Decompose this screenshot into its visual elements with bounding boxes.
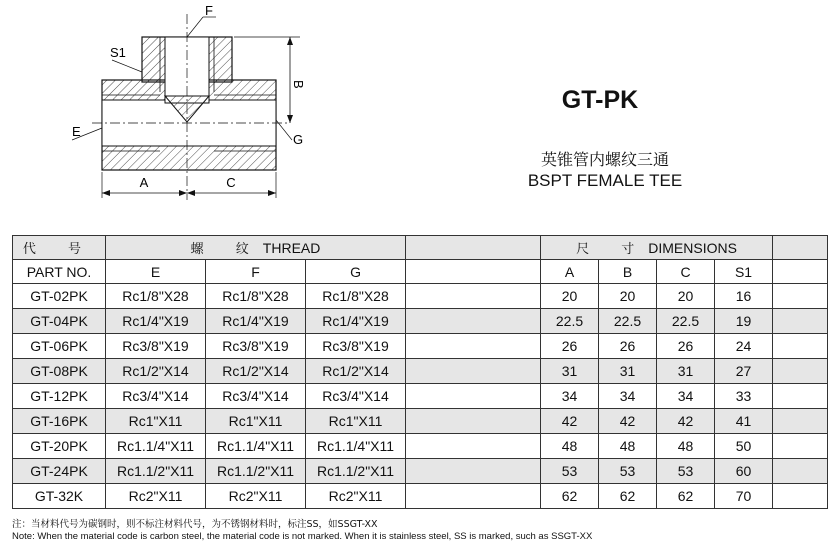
blank-cell bbox=[773, 434, 828, 459]
cell-a: 34 bbox=[541, 384, 599, 409]
cell-c: 22.5 bbox=[657, 309, 715, 334]
header-spacer bbox=[406, 236, 541, 260]
blank-cell bbox=[406, 309, 541, 334]
cell-a: 48 bbox=[541, 434, 599, 459]
cell-g: Rc1"X11 bbox=[306, 409, 406, 434]
col-header-s1: S1 bbox=[715, 260, 773, 284]
table-row bbox=[13, 459, 828, 484]
blank-cell bbox=[406, 459, 541, 484]
cell-a: 20 bbox=[541, 284, 599, 309]
cell-e: Rc1"X11 bbox=[106, 409, 206, 434]
cell-b: 22.5 bbox=[599, 309, 657, 334]
cell-a: 42 bbox=[541, 409, 599, 434]
cell-part: GT-08PK bbox=[13, 359, 106, 384]
table-row bbox=[13, 284, 828, 309]
part-header-cn: 代 号 bbox=[13, 236, 106, 260]
blank-cell bbox=[773, 309, 828, 334]
blank-cell bbox=[773, 484, 828, 509]
thread-g-label: G bbox=[293, 132, 304, 147]
cell-c: 62 bbox=[657, 484, 715, 509]
cell-c: 34 bbox=[657, 384, 715, 409]
part-header-en: PART NO. bbox=[13, 260, 106, 284]
cell-part: GT-16PK bbox=[13, 409, 106, 434]
dim-a-label: A bbox=[139, 175, 149, 190]
cell-b: 20 bbox=[599, 284, 657, 309]
cell-part: GT-04PK bbox=[13, 309, 106, 334]
cell-e: Rc1.1/2"X11 bbox=[106, 459, 206, 484]
s1-label: S1 bbox=[110, 45, 126, 60]
cell-c: 53 bbox=[657, 459, 715, 484]
header-spacer-right bbox=[773, 236, 828, 260]
blank-cell bbox=[773, 284, 828, 309]
cell-a: 31 bbox=[541, 359, 599, 384]
cell-e: Rc1/8"X28 bbox=[106, 284, 206, 309]
note-en: Note: When the material code is carbon steel, the material code is not marked. When it is stainless steel, SS is marked, such as SSGT-XX bbox=[12, 531, 593, 542]
cell-b: 42 bbox=[599, 409, 657, 434]
blank-cell bbox=[406, 484, 541, 509]
product-name-en: BSPT FEMALE TEE bbox=[527, 171, 683, 190]
cell-a: 22.5 bbox=[541, 309, 599, 334]
cell-part: GT-20PK bbox=[13, 434, 106, 459]
cell-b: 31 bbox=[599, 359, 657, 384]
col-header-f: F bbox=[206, 260, 306, 284]
cell-part: GT-24PK bbox=[13, 459, 106, 484]
blank-cell bbox=[773, 384, 828, 409]
blank-cell bbox=[406, 334, 541, 359]
cell-f: Rc2"X11 bbox=[206, 484, 306, 509]
thread-header: 螺 纹THREAD bbox=[106, 236, 406, 260]
product-code: GT-PK bbox=[561, 86, 639, 114]
cell-a: 53 bbox=[541, 459, 599, 484]
cell-a: 62 bbox=[541, 484, 599, 509]
cell-s1: 24 bbox=[715, 334, 773, 359]
col-header-g: G bbox=[306, 260, 406, 284]
table-row bbox=[13, 359, 828, 384]
tee-technical-drawing bbox=[0, 0, 330, 215]
cell-f: Rc3/4"X14 bbox=[206, 384, 306, 409]
product-name-cn: 英锥管内螺纹三通 bbox=[540, 150, 669, 169]
table-row bbox=[13, 409, 828, 434]
blank-cell bbox=[773, 459, 828, 484]
blank-cell bbox=[406, 284, 541, 309]
cell-f: Rc1/8"X28 bbox=[206, 284, 306, 309]
table-row bbox=[13, 334, 828, 359]
cell-g: Rc1.1/4"X11 bbox=[306, 434, 406, 459]
cell-e: Rc1/2"X14 bbox=[106, 359, 206, 384]
cell-b: 26 bbox=[599, 334, 657, 359]
cell-part: GT-06PK bbox=[13, 334, 106, 359]
cell-part: GT-02PK bbox=[13, 284, 106, 309]
cell-c: 48 bbox=[657, 434, 715, 459]
cell-b: 53 bbox=[599, 459, 657, 484]
cell-s1: 33 bbox=[715, 384, 773, 409]
cell-g: Rc2"X11 bbox=[306, 484, 406, 509]
cell-c: 42 bbox=[657, 409, 715, 434]
dim-b-label: B bbox=[291, 80, 306, 89]
header-row-1 bbox=[13, 236, 828, 260]
cell-f: Rc3/8"X19 bbox=[206, 334, 306, 359]
blank-cell bbox=[773, 409, 828, 434]
blank-cell bbox=[773, 359, 828, 384]
cell-s1: 19 bbox=[715, 309, 773, 334]
blank-cell bbox=[406, 359, 541, 384]
cell-e: Rc1/4"X19 bbox=[106, 309, 206, 334]
cell-f: Rc1/4"X19 bbox=[206, 309, 306, 334]
header-spacer bbox=[406, 260, 541, 284]
thread-e-label: E bbox=[72, 124, 81, 139]
cell-c: 20 bbox=[657, 284, 715, 309]
header-row-2 bbox=[13, 260, 828, 284]
cell-b: 34 bbox=[599, 384, 657, 409]
cell-g: Rc3/8"X19 bbox=[306, 334, 406, 359]
dim-c-label: C bbox=[226, 175, 236, 190]
cell-f: Rc1.1/4"X11 bbox=[206, 434, 306, 459]
cell-e: Rc2"X11 bbox=[106, 484, 206, 509]
dims-header: 尺 寸DIMENSIONS bbox=[541, 236, 773, 260]
table-row bbox=[13, 384, 828, 409]
cell-g: Rc3/4"X14 bbox=[306, 384, 406, 409]
cell-b: 48 bbox=[599, 434, 657, 459]
blank-cell bbox=[773, 334, 828, 359]
cell-b: 62 bbox=[599, 484, 657, 509]
note-cn: 注：当材料代号为碳钢时，则不标注材料代号，为不锈钢材料时，标注SS，如SSGT-XX bbox=[12, 519, 378, 530]
cell-a: 26 bbox=[541, 334, 599, 359]
cell-f: Rc1.1/2"X11 bbox=[206, 459, 306, 484]
table-row bbox=[13, 309, 828, 334]
cell-s1: 60 bbox=[715, 459, 773, 484]
cell-s1: 50 bbox=[715, 434, 773, 459]
cell-g: Rc1.1/2"X11 bbox=[306, 459, 406, 484]
blank-cell bbox=[406, 384, 541, 409]
cell-g: Rc1/8"X28 bbox=[306, 284, 406, 309]
cell-e: Rc3/4"X14 bbox=[106, 384, 206, 409]
cell-part: GT-12PK bbox=[13, 384, 106, 409]
cell-e: Rc1.1/4"X11 bbox=[106, 434, 206, 459]
cell-g: Rc1/2"X14 bbox=[306, 359, 406, 384]
cell-s1: 41 bbox=[715, 409, 773, 434]
cell-e: Rc3/8"X19 bbox=[106, 334, 206, 359]
cell-f: Rc1/2"X14 bbox=[206, 359, 306, 384]
table-row bbox=[13, 434, 828, 459]
blank-cell bbox=[406, 434, 541, 459]
cell-f: Rc1"X11 bbox=[206, 409, 306, 434]
thread-f-label: F bbox=[205, 3, 213, 18]
col-header-a: A bbox=[541, 260, 599, 284]
cell-s1: 27 bbox=[715, 359, 773, 384]
cell-s1: 16 bbox=[715, 284, 773, 309]
col-header-e: E bbox=[106, 260, 206, 284]
header-spacer-right bbox=[773, 260, 828, 284]
blank-cell bbox=[406, 409, 541, 434]
col-header-c: C bbox=[657, 260, 715, 284]
cell-c: 26 bbox=[657, 334, 715, 359]
col-header-b: B bbox=[599, 260, 657, 284]
cell-c: 31 bbox=[657, 359, 715, 384]
cell-s1: 70 bbox=[715, 484, 773, 509]
table-row bbox=[13, 484, 828, 509]
spec-table bbox=[12, 235, 828, 509]
cell-g: Rc1/4"X19 bbox=[306, 309, 406, 334]
cell-part: GT-32K bbox=[13, 484, 106, 509]
